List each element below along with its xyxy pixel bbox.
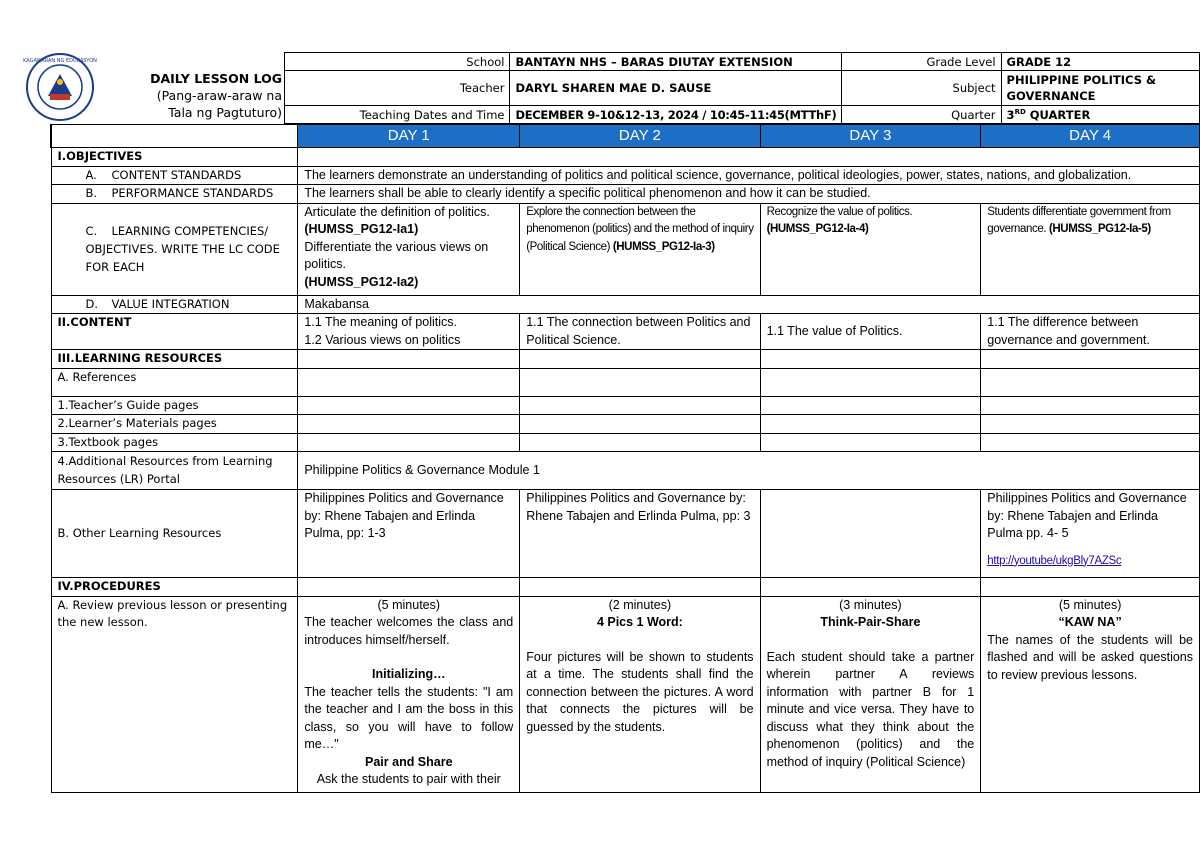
dll-subtitle-2: Tala ng Pagtuturo) <box>168 105 282 120</box>
youtube-link[interactable]: http://youtube/ukgBly7AZSc <box>987 554 1122 567</box>
procedures-day-2: (2 minutes) 4 Pics 1 Word: Four pictures will be shown to students at a time. The students shall find the connection between the pictures. A word that connects the pictures will be guessed by the students. <box>520 596 760 792</box>
value-integration-value: Makabansa <box>298 295 1200 314</box>
other-resources-label: B. Other Learning Resources <box>51 490 298 578</box>
deped-seal-icon <box>20 52 100 122</box>
day-3-header: DAY 3 <box>760 125 981 148</box>
competencies-day-3: Recognize the value of politics. (HUMSS_PG12-Ia-4) <box>760 203 981 295</box>
dll-title: DAILY LESSON LOG <box>150 71 282 86</box>
lr-portal-label: 4.Additional Resources from Learning Resources (LR) Portal <box>51 452 298 490</box>
resources-title: III.LEARNING RESOURCES <box>51 350 298 369</box>
procedures-day-4: (5 minutes) “KAW NA” The names of the students will be flashed and will be asked questions to review previous lessons. <box>981 596 1200 792</box>
teachers-guide-label: 1.Teacher’s Guide pages <box>51 396 298 415</box>
references-label: A. References <box>51 368 298 396</box>
competencies-day-1: Articulate the definition of politics. (HUMSS_PG12-Ia1) Differentiate the various views on politics. (HUMSS_PG12-Ia2) <box>298 203 520 295</box>
performance-standards-value: The learners shall be able to clearly identify a specific political phenomenon and how it can be studied. <box>298 185 1200 204</box>
performance-standards-label: B. PERFORMANCE STANDARDS <box>51 185 298 204</box>
school-label: School <box>285 53 510 71</box>
school-value: BANTAYN NHS – BARAS DIUTAY EXTENSION <box>510 53 842 71</box>
lr-portal-value: Philippine Politics & Governance Module 1 <box>298 452 1200 490</box>
review-lesson-label: A. Review previous lesson or presenting the new lesson. <box>51 596 298 792</box>
grade-value: GRADE 12 <box>1001 53 1199 71</box>
value-integration-label: D. VALUE INTEGRATION <box>51 295 298 314</box>
procedures-day-3: (3 minutes) Think-Pair-Share Each student should take a partner wherein partner A reviews information with partner B for 1 minute and vice versa. They have to discuss what they think about the phenomenon (politics) and the method of inquiry (Political Science) <box>760 596 981 792</box>
quarter-label: Quarter <box>842 106 1001 124</box>
textbook-label: 3.Textbook pages <box>51 433 298 452</box>
content-day-1: 1.1 The meaning of politics. 1.2 Various views on politics <box>298 314 520 350</box>
content-day-2: 1.1 The connection between Politics and Political Science. <box>520 314 760 350</box>
svg-text:KAGAWARAN NG EDUKASYON: KAGAWARAN NG EDUKASYON <box>23 58 97 64</box>
content-day-3: 1.1 The value of Politics. <box>760 314 981 350</box>
teacher-label: Teacher <box>285 71 510 106</box>
other-resources-day-2: Philippines Politics and Governance by: Rhene Tabajen and Erlinda Pulma, pp: 3 <box>520 490 760 578</box>
content-standards-value: The learners demonstrate an understanding of politics and political science, governance, political ideologies, power, states, nations, and globalization. <box>298 166 1200 185</box>
teacher-value: DARYL SHAREN MAE D. SAUSE <box>510 71 842 106</box>
objectives-title: I.OBJECTIVES <box>51 148 298 167</box>
quarter-value: 3RD QUARTER <box>1001 106 1199 124</box>
day-2-header: DAY 2 <box>520 125 760 148</box>
subject-value: PHILIPPINE POLITICS & GOVERNANCE <box>1001 71 1199 106</box>
learners-materials-label: 2.Learner’s Materials pages <box>51 415 298 434</box>
grade-label: Grade Level <box>842 53 1001 71</box>
other-resources-day-1: Philippines Politics and Governance by: Rhene Tabajen and Erlinda Pulma, pp: 1-3 <box>298 490 520 578</box>
content-title: II.CONTENT <box>51 314 298 350</box>
procedures-day-1: (5 minutes) The teacher welcomes the class and introduces himself/herself. Initializing… The teacher tells the students: "I am the teacher and I am the boss in this class, so you will have to follow me…" Pair and Share Ask the students to pair with their <box>298 596 520 792</box>
dates-label: Teaching Dates and Time <box>285 106 510 124</box>
content-day-4: 1.1 The difference between governance and government. <box>981 314 1200 350</box>
other-resources-day-4: Philippines Politics and Governance by: Rhene Tabajen and Erlinda Pulma pp. 4- 5 http://youtube/ukgBly7AZSc <box>981 490 1200 578</box>
dll-title-block <box>130 70 282 121</box>
day-1-header: DAY 1 <box>298 125 520 148</box>
day-4-header: DAY 4 <box>981 125 1200 148</box>
competencies-day-4: Students differentiate government from governance. (HUMSS_PG12-Ia-5) <box>981 203 1200 295</box>
lesson-log-table <box>50 124 1200 793</box>
procedures-title: IV.PROCEDURES <box>51 578 298 597</box>
competencies-label: C. LEARNING COMPETENCIES/ OBJECTIVES. WRITE THE LC CODE FOR EACH <box>51 203 298 295</box>
subject-label: Subject <box>842 71 1001 106</box>
competencies-day-2: Explore the connection between the phenomenon (politics) and the method of inquiry (Political Science) (HUMSS_PG12-Ia-3) <box>520 203 760 295</box>
dll-subtitle-1: (Pang-araw-araw na <box>156 88 282 103</box>
header-info-table <box>284 52 1200 124</box>
content-standards-label: A. CONTENT STANDARDS <box>51 166 298 185</box>
dates-value: DECEMBER 9-10&12-13, 2024 / 10:45-11:45(MTThF) <box>510 106 842 124</box>
